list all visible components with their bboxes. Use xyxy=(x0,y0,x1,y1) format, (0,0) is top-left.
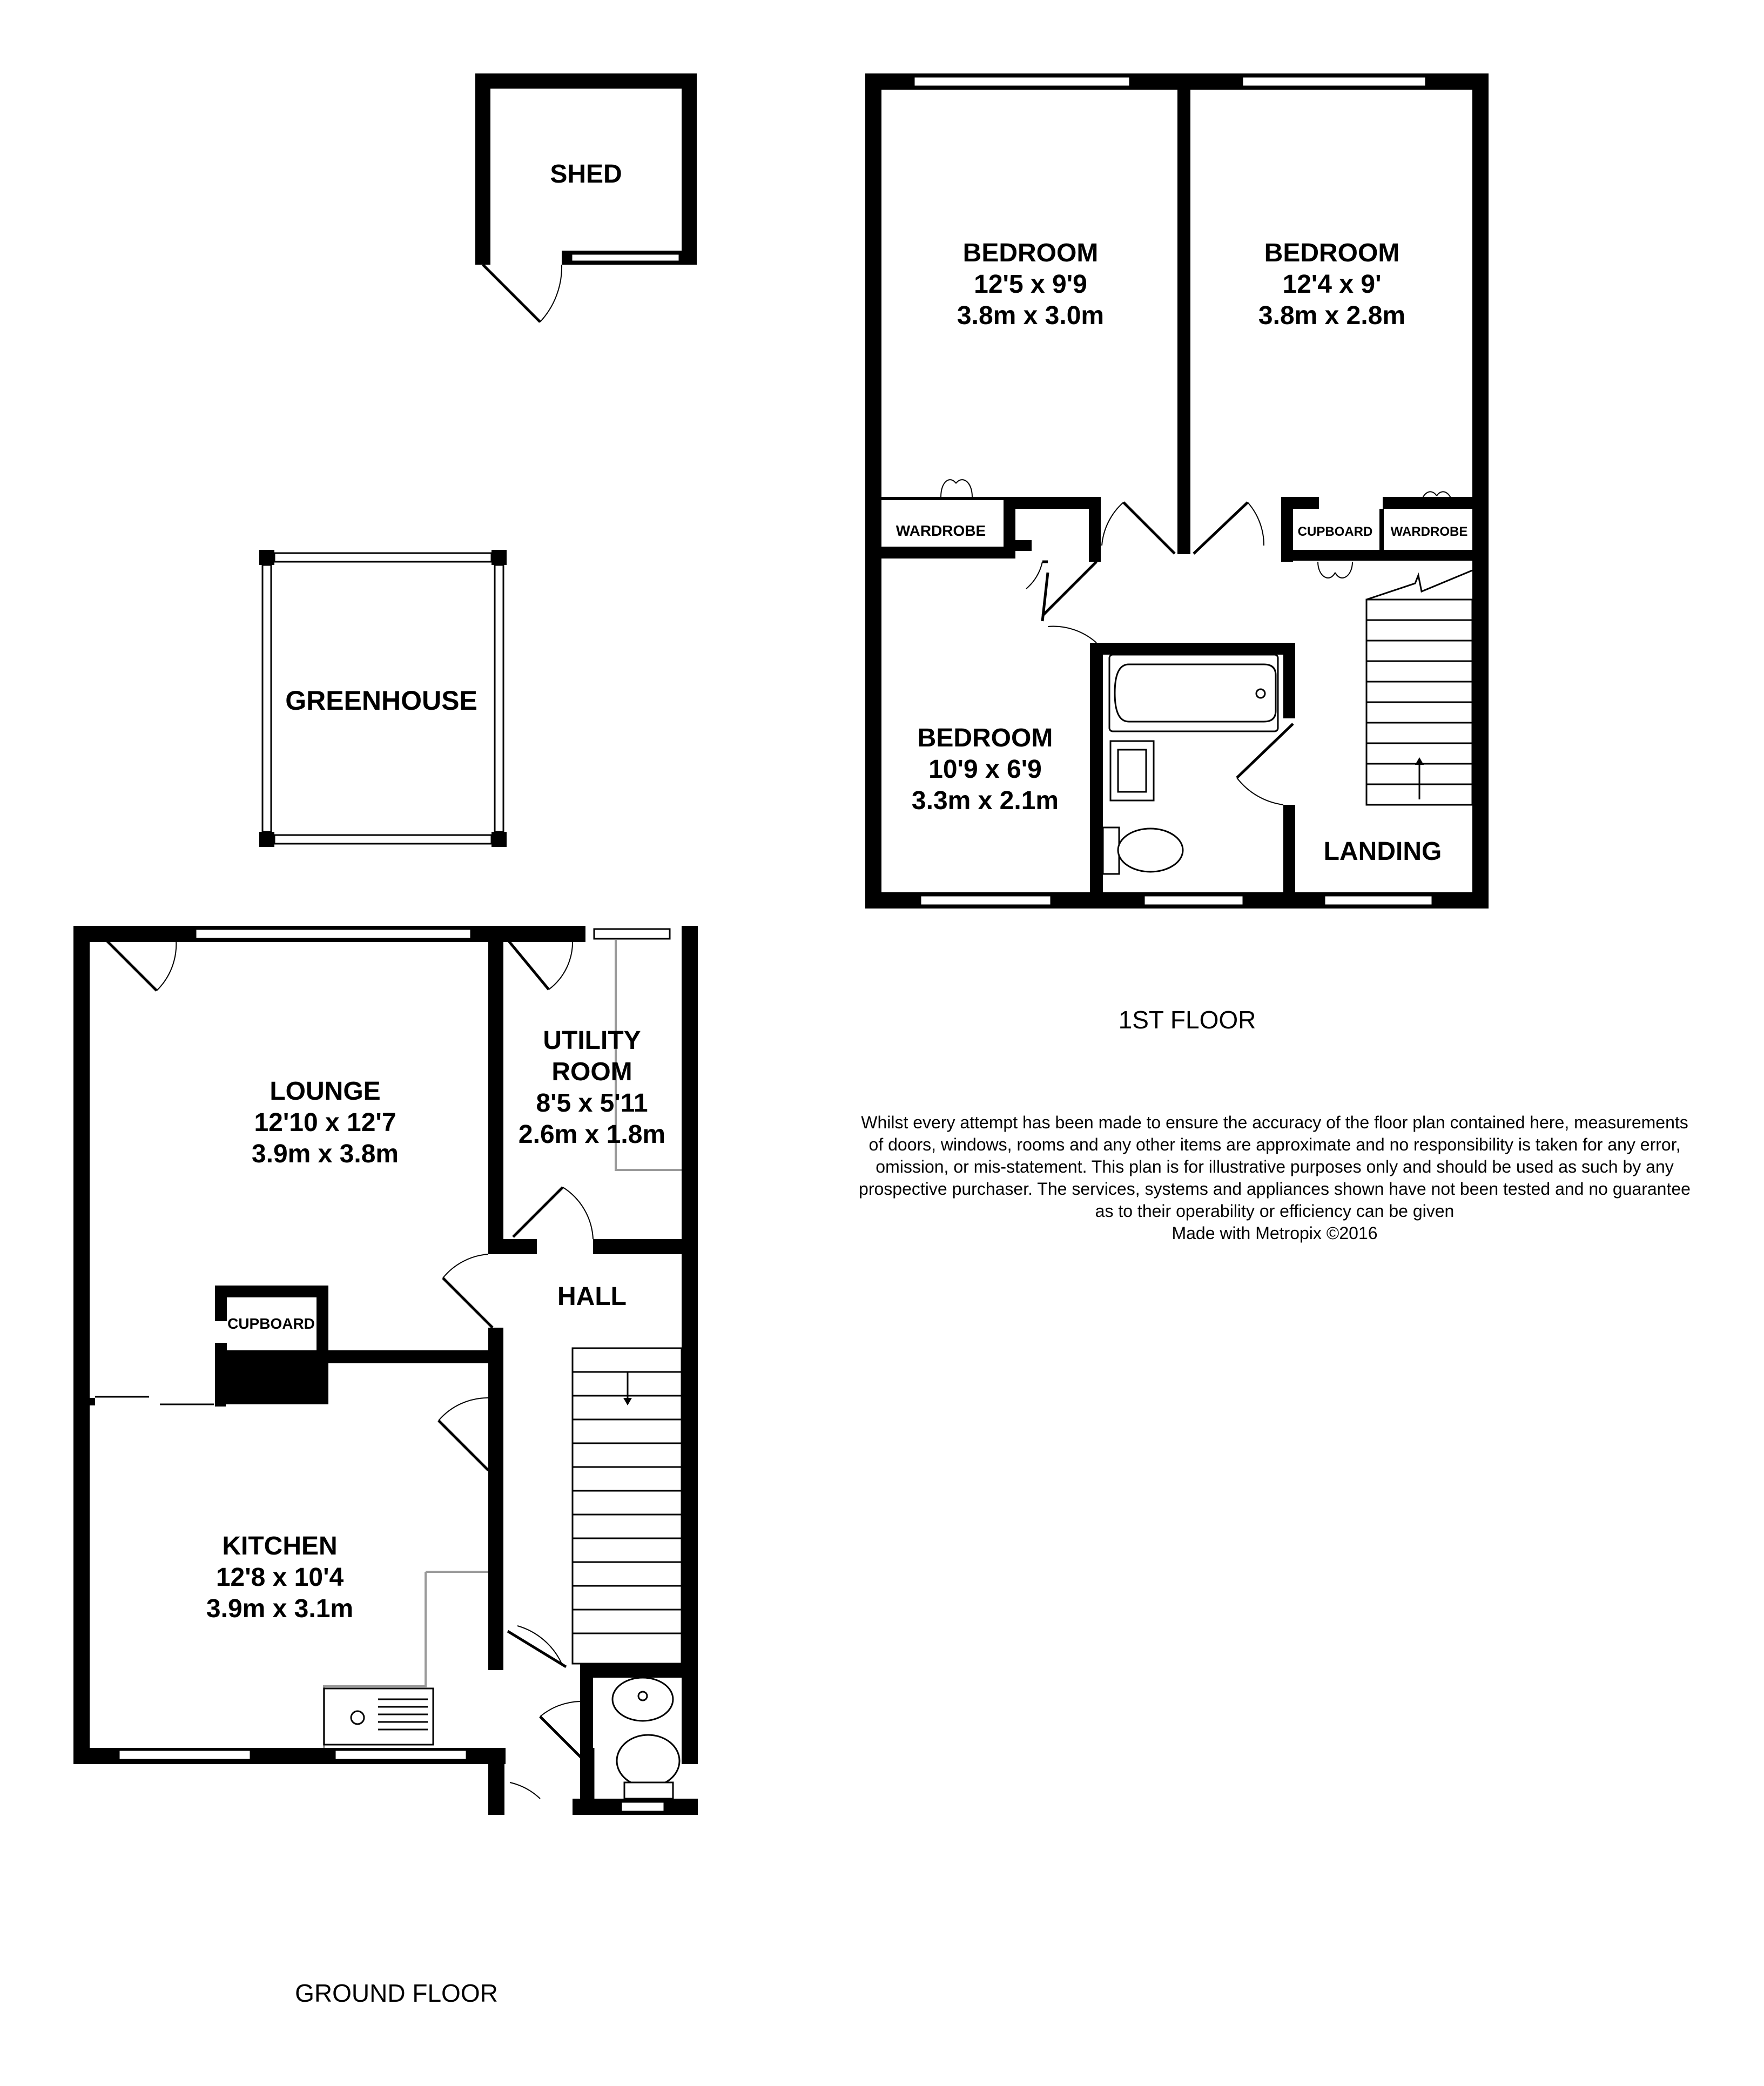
shed xyxy=(475,73,697,322)
utility-name-line2: ROOM xyxy=(551,1058,632,1086)
disclaimer-line: as to their operability or efficiency can be given xyxy=(1095,1201,1455,1221)
shed-label: SHED xyxy=(550,160,622,189)
bedroom2-size-metric: 3.8m x 2.8m xyxy=(1258,301,1406,330)
wardrobe-right-label: WARDROBE xyxy=(1390,524,1468,539)
first-floor-plan xyxy=(865,73,1489,909)
landing-label: LANDING xyxy=(1323,837,1442,866)
bedroom2-size-imperial: 12'4 x 9' xyxy=(1282,270,1382,299)
utility-name-line1: UTILITY xyxy=(543,1026,641,1055)
greenhouse-label: GREENHOUSE xyxy=(285,685,477,716)
first-floor-caption: 1ST FLOOR xyxy=(1118,1006,1256,1034)
ground-floor-caption: GROUND FLOOR xyxy=(295,1979,498,2007)
bedroom3-size-imperial: 10'9 x 6'9 xyxy=(928,755,1042,784)
hall-label: HALL xyxy=(557,1282,627,1311)
kitchen-size-imperial: 12'8 x 10'4 xyxy=(216,1563,344,1592)
disclaimer-line: Whilst every attempt has been made to ensure the accuracy of the floor plan contained here, measurements xyxy=(861,1113,1688,1132)
disclaimer-line: prospective purchaser. The services, systems and appliances shown have not been tested and no guarantee xyxy=(859,1179,1691,1199)
first-floor-cupboard-label: CUPBOARD xyxy=(1297,524,1373,539)
bedroom2-name: BEDROOM xyxy=(1264,239,1400,267)
lounge-size-metric: 3.9m x 3.8m xyxy=(251,1140,399,1168)
bedroom3-name: BEDROOM xyxy=(917,724,1053,752)
bedroom3-size-metric: 3.3m x 2.1m xyxy=(911,786,1059,815)
bedroom1-name: BEDROOM xyxy=(962,239,1099,267)
ground-cupboard-label: CUPBOARD xyxy=(227,1315,315,1332)
disclaimer-text xyxy=(789,1112,1761,1244)
utility-size-metric: 2.6m x 1.8m xyxy=(518,1120,666,1149)
bedroom1-size-imperial: 12'5 x 9'9 xyxy=(974,270,1087,299)
greenhouse xyxy=(259,550,507,847)
disclaimer-line: of doors, windows, rooms and any other items are approximate and no responsibility is taken for any error, xyxy=(868,1135,1681,1154)
disclaimer-credit: Made with Metropix ©2016 xyxy=(1171,1223,1378,1243)
kitchen-size-metric: 3.9m x 3.1m xyxy=(206,1594,354,1623)
wardrobe-left-label: WARDROBE xyxy=(896,522,986,539)
lounge-name: LOUNGE xyxy=(270,1077,381,1106)
utility-size-imperial: 8'5 x 5'11 xyxy=(536,1089,648,1118)
disclaimer-line: omission, or mis-statement. This plan is for illustrative purposes only and should be used as such by any xyxy=(876,1157,1674,1176)
bedroom1-size-metric: 3.8m x 3.0m xyxy=(957,301,1105,330)
kitchen-name: KITCHEN xyxy=(222,1532,338,1560)
lounge-size-imperial: 12'10 x 12'7 xyxy=(254,1108,396,1137)
ground-floor-plan xyxy=(73,926,698,1815)
